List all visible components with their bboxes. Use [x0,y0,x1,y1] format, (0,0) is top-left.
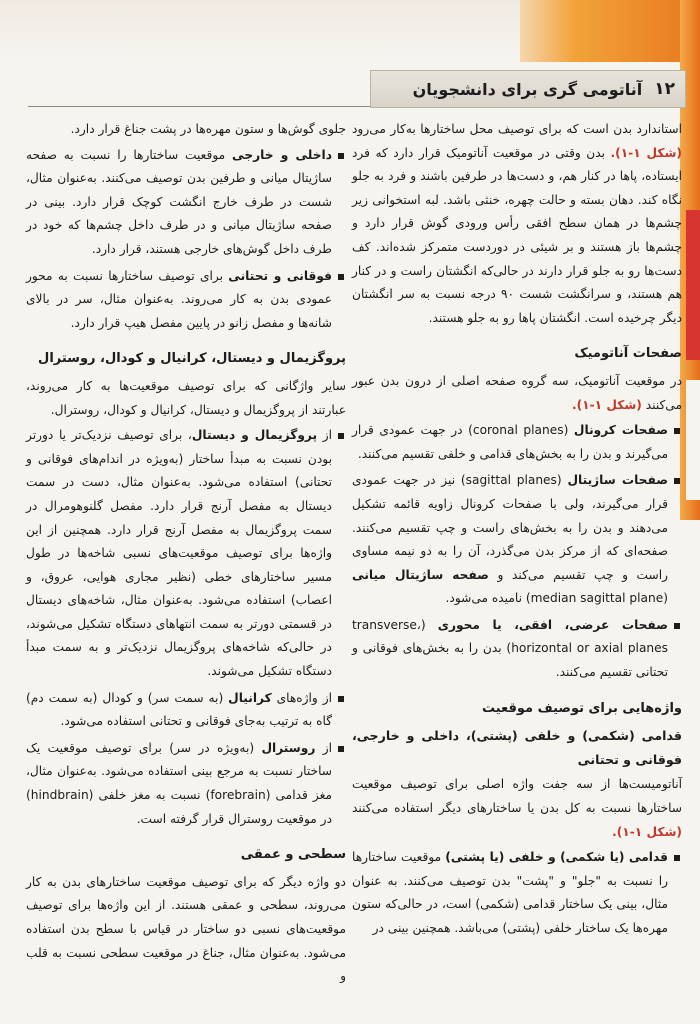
list-item [352,614,668,685]
section-heading-superficial: سطحی و عمقی [240,847,346,863]
term-bold: پروگزیمال و دیستال [191,428,318,443]
term-bold: قدامی (یا شکمی) و خلفی (یا پشتی) [445,850,668,865]
list-item [26,144,332,262]
list-item [352,846,668,940]
chapter-tab-red [686,210,700,360]
term-text: (به سمت سر) و کودال (به سمت دم) گاه به ترتیب به‌جای فوقانی و تحتانی استفاده می‌شود. [26,690,332,729]
term-pre: از واژه‌های [271,690,332,705]
term-bold: روسترال [261,740,316,755]
figure-ref: (شکل ۱-۱). [571,397,642,412]
list-item [352,419,668,466]
top-color-band [0,0,700,62]
section-heading-proximal: پروگزیمال و دیستال، کرانیال و کودال، روسترال [38,351,346,367]
terms-list [352,846,682,940]
superficial-paragraph: دو واژه دیگر که برای توصیف موقعیت ساختارهای بدن به کار می‌روند، سطحی و عمقی هستند. از این واژه‌ها برای توصیف موقعیت‌های نسبی دو ساختار در قیاس با سطح بدن استفاده می‌شود. به‌عنوان مثال، جناغ در موقعیت سطحی نسبت به قلب و [26,874,346,984]
term-text: (sagittal planes) نیز در جهت عمودی قرار می‌گیرند، ولی با صفحات کرونال زاویه قائمه تشکیل می‌دهند و بدن را به بخش‌های راست و چپ تقسیم می‌کنند. صفحه‌ای که از مرکز بدن می‌گذرد، آن را به دو نیمه مساوی راست و چپ تقسیم می‌کند و [352,473,668,582]
terms-intro-text: آناتومیست‌ها از سه جفت واژه اصلی برای توصیف موقعیت ساختارها نسبت به کل بدن یا ساختارهای دیگر استفاده می‌کنند [352,777,682,816]
top-band-fade [0,0,520,62]
list-item [352,469,668,611]
continuation-paragraph: جلوی گوش‌ها و ستون مهره‌ها در پشت جناغ قرار دارد. [70,122,346,136]
list-item [26,737,332,831]
planes-list [352,419,682,685]
term-pre: از [317,428,332,443]
term-bold: صفحات کرونال [573,423,668,438]
left-column [26,118,346,991]
right-column [352,118,682,944]
proximal-list [26,424,346,831]
figure-ref: (شکل ۱-۱). [612,824,682,839]
term-bold: داخلی و خارجی [232,147,332,162]
page-number: ۱۲ [654,79,675,99]
planes-intro-text: در موقعیت آناتومیک، سه گروه صفحه اصلی از درون بدن عبور می‌کنند [352,373,682,412]
term-bold: کرانیال [228,690,272,705]
intro-text-2: بدن وقتی در موقعیت آناتومیک قرار دارد که فرد ایستاده، پاها در کنار هم، و دست‌ها در طرفین باشند و فرد به جلو نگاه کند. دهان بسته و حالت چهره، خنثی باشد. لبه استخوانی زیر چشم‌ها در همان سطح افقی رأس ورودی گوش قرار دارد و چشم‌ها باز هستند و بر شیئی در دوردست متمرکز شده‌اند. کف دست‌ها رو به جلو قرار دارند در حالی‌که انگشتان راست و در کنار هم هستند، و سرانگشت شست ۹۰ درجه نسبت به سر انگشتان دیگر چرخیده است. انگشتان پاها رو به جلو هستند. [352,145,682,325]
intro-paragraph [352,118,682,330]
term-text: (coronal planes) در جهت عمودی قرار می‌گیرند و بدن را به بخش‌های قدامی و خلفی تقسیم می‌کنند. [352,423,668,461]
term-text: ، برای توصیف نزدیک‌تر یا دورتر بودن نسبت به مبدأ ساختار (به‌ویژه در اندام‌های فوقانی و تحتانی) استفاده می‌شود. به‌عنوان مثال، دست در سمت دیستال به مفصل آرنج قرار دارد. مفصل گلنوهومرال در سمت پروگزیمال به مفصل آرنج قرار دارد. همچنین از این واژه‌ها برای توصیف موقعیت‌های نسبی شاخه‌ها در طول مسیر ساختارهای خطی (نظیر مجاری هوایی، عروق، و اعصاب) استفاده می‌شود. به‌عنوان مثال، شاخه‌های دیستال در قسمتی دورتر به سمت انتهاهای دستگاه تشکیل می‌شوند، در حالی‌که شاخه‌های پروگزیمال نزدیک‌تر و به سمت مبدأ دستگاه تشکیل می‌شوند. [26,428,332,679]
term-text: (به‌ویژه در سر) برای توصیف موقعیت یک ساختار نسبت به مرجع بینی استفاده می‌شود. به‌عنوان مثال، مغز قدامی (forebrain) نسبت به مغز خلفی (hindbrain) در موقعیت روسترال قرار گرفته است. [26,740,332,826]
book-title: آناتومی گری برای دانشجویان [412,79,643,99]
term-bold: صفحات عرضی، افقی، یا محوری [437,617,668,632]
page-header [370,70,686,108]
terms-intro [352,773,682,844]
list-item [26,424,332,684]
term-bold: صفحه ساژیتال میانی [352,567,489,582]
intro-text-1: استاندارد بدن است که برای توصیف محل ساختارها به‌کار می‌رود [352,122,682,136]
term-text: موقعیت ساختارها را نسبت به صفحه ساژیتال میانی و طرفین بدن توصیف می‌کنند. به‌عنوان مثال، شست در طرف خارج انگشت کوچک قرار دارد. بینی در صفحه ساژیتال میانی و در طرف داخل چشم‌ها که خود در طرف داخل گوش‌های خارجی هستند، قرار دارد. [26,147,332,256]
term-pre: از [315,740,332,755]
section-heading-planes: صفحات آناتومیک [574,346,682,362]
term-text: (transverse، horizontal or axial planes) بدن را به بخش‌های فوقانی و تحتانی تقسیم می‌کنند. [352,617,668,680]
chapter-tab-gap [686,380,700,500]
position-list [26,144,346,336]
term-text: (median sagittal plane) نامیده می‌شود. [445,591,668,606]
term-bold: صفحات ساژیتال [567,473,669,488]
list-item [26,687,332,734]
subheading-terms: قدامی (شکمی) و خلفی (پشتی)، داخلی و خارجی، فوقانی و تحتانی [352,728,682,767]
proximal-intro: سایر واژگانی که برای توصیف موقعیت‌ها به کار می‌روند، عبارتند از پروگزیمال و دیستال، کرانیال و کودال، روسترال. [26,378,346,417]
term-bold: فوقانی و تحتانی [228,268,332,283]
term-text: برای توصیف ساختارها نسبت به محور عمودی بدن به کار می‌روند. به‌عنوان مثال، سر در بالای شانه‌ها و مفصل زانو در پایین مفصل هیپ قرار دارد. [26,268,332,330]
section-heading-terms: واژه‌هایی برای توصیف موقعیت [481,700,682,716]
figure-ref: (شکل ۱-۱). [610,145,683,160]
planes-intro [352,370,682,417]
term-text: موقعیت ساختارها را نسبت به "جلو" و "پشت" بدن توصیف می‌کنند. به عنوان مثال، بینی یک ساختار قدامی (شکمی) است، در حالی‌که ستون مهره‌ها یک ساختار خلفی (پشتی) می‌باشد. همچنین بینی در [352,850,668,935]
header-rule [28,106,370,107]
list-item [26,265,332,336]
